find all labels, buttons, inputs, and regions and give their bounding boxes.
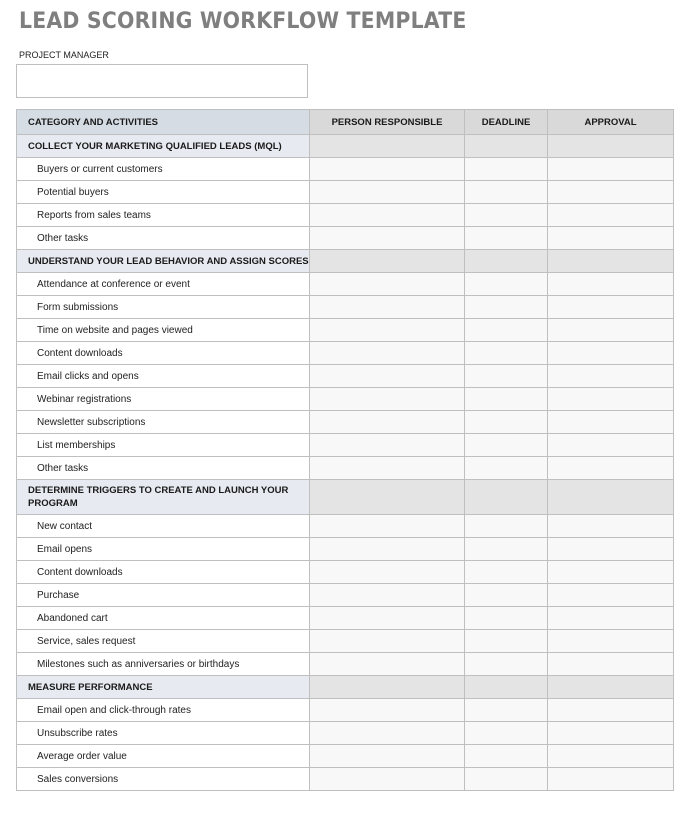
approval-cell[interactable] [548,181,674,204]
table-row [17,630,674,653]
person-responsible-cell[interactable] [310,457,465,480]
approval-cell[interactable] [548,699,674,722]
deadline-cell[interactable] [465,607,548,630]
approval-cell[interactable] [548,273,674,296]
activity-label: Potential buyers [17,181,310,204]
deadline-cell[interactable] [465,181,548,204]
section-approval-cell[interactable] [548,480,674,515]
approval-cell[interactable] [548,584,674,607]
approval-cell[interactable] [548,296,674,319]
project-manager-label: PROJECT MANAGER [19,50,109,60]
deadline-cell[interactable] [465,158,548,181]
person-responsible-cell[interactable] [310,653,465,676]
table-row [17,561,674,584]
person-responsible-cell[interactable] [310,768,465,791]
section-title: UNDERSTAND YOUR LEAD BEHAVIOR AND ASSIGN SCORES [17,250,310,273]
activity-label: Other tasks [17,227,310,250]
deadline-cell[interactable] [465,457,548,480]
activity-label: Email clicks and opens [17,365,310,388]
person-responsible-cell[interactable] [310,388,465,411]
activity-label: Content downloads [17,561,310,584]
header-category: CATEGORY AND ACTIVITIES [17,110,310,135]
deadline-cell[interactable] [465,411,548,434]
approval-cell[interactable] [548,538,674,561]
section-title: MEASURE PERFORMANCE [17,676,310,699]
deadline-cell[interactable] [465,227,548,250]
approval-cell[interactable] [548,319,674,342]
activity-label: Purchase [17,584,310,607]
activity-label: Form submissions [17,296,310,319]
page-title: LEAD SCORING WORKFLOW TEMPLATE [19,9,467,34]
person-responsible-cell[interactable] [310,630,465,653]
activity-label: Newsletter subscriptions [17,411,310,434]
section-row [17,480,674,515]
activity-label: Time on website and pages viewed [17,319,310,342]
approval-cell[interactable] [548,653,674,676]
approval-cell[interactable] [548,457,674,480]
table-row [17,722,674,745]
activity-label: Webinar registrations [17,388,310,411]
table-row [17,411,674,434]
deadline-cell[interactable] [465,630,548,653]
header-person-responsible: PERSON RESPONSIBLE [310,110,465,135]
table-row [17,457,674,480]
person-responsible-cell[interactable] [310,722,465,745]
table-row [17,745,674,768]
table-row [17,319,674,342]
deadline-cell[interactable] [465,319,548,342]
person-responsible-cell[interactable] [310,319,465,342]
table-row [17,607,674,630]
section-person-cell[interactable] [310,135,465,158]
deadline-cell[interactable] [465,515,548,538]
section-approval-cell[interactable] [548,135,674,158]
table-row [17,181,674,204]
table-row [17,653,674,676]
person-responsible-cell[interactable] [310,745,465,768]
person-responsible-cell[interactable] [310,342,465,365]
person-responsible-cell[interactable] [310,607,465,630]
activity-label: Email open and click-through rates [17,699,310,722]
header-approval: APPROVAL [548,110,674,135]
deadline-cell[interactable] [465,434,548,457]
activity-label: Buyers or current customers [17,158,310,181]
approval-cell[interactable] [548,607,674,630]
deadline-cell[interactable] [465,388,548,411]
activity-label: List memberships [17,434,310,457]
approval-cell[interactable] [548,158,674,181]
activity-label: Reports from sales teams [17,204,310,227]
section-row [17,135,674,158]
table-row [17,538,674,561]
person-responsible-cell[interactable] [310,158,465,181]
table-row [17,227,674,250]
deadline-cell[interactable] [465,584,548,607]
approval-cell[interactable] [548,227,674,250]
section-deadline-cell[interactable] [465,250,548,273]
person-responsible-cell[interactable] [310,515,465,538]
section-deadline-cell[interactable] [465,676,548,699]
section-deadline-cell[interactable] [465,135,548,158]
person-responsible-cell[interactable] [310,411,465,434]
activity-label: Service, sales request [17,630,310,653]
table-row [17,342,674,365]
section-approval-cell[interactable] [548,250,674,273]
activity-label: Attendance at conference or event [17,273,310,296]
deadline-cell[interactable] [465,745,548,768]
table-row [17,296,674,319]
activity-label: Milestones such as anniversaries or birthdays [17,653,310,676]
approval-cell[interactable] [548,722,674,745]
header-deadline: DEADLINE [465,110,548,135]
person-responsible-cell[interactable] [310,181,465,204]
person-responsible-cell[interactable] [310,561,465,584]
person-responsible-cell[interactable] [310,204,465,227]
section-deadline-cell[interactable] [465,480,548,515]
section-row [17,250,674,273]
workflow-table [16,109,674,791]
activity-label: Email opens [17,538,310,561]
approval-cell[interactable] [548,388,674,411]
deadline-cell[interactable] [465,768,548,791]
approval-cell[interactable] [548,745,674,768]
deadline-cell[interactable] [465,699,548,722]
section-person-cell[interactable] [310,250,465,273]
section-person-cell[interactable] [310,676,465,699]
approval-cell[interactable] [548,434,674,457]
person-responsible-cell[interactable] [310,434,465,457]
deadline-cell[interactable] [465,342,548,365]
person-responsible-cell[interactable] [310,296,465,319]
deadline-cell[interactable] [465,204,548,227]
deadline-cell[interactable] [465,273,548,296]
table-header-row [17,110,674,135]
approval-cell[interactable] [548,204,674,227]
activity-label: Unsubscribe rates [17,722,310,745]
table-row [17,273,674,296]
activity-label: Sales conversions [17,768,310,791]
deadline-cell[interactable] [465,365,548,388]
table-row [17,768,674,791]
person-responsible-cell[interactable] [310,273,465,296]
approval-cell[interactable] [548,411,674,434]
table-row [17,434,674,457]
section-row [17,676,674,699]
section-person-cell[interactable] [310,480,465,515]
person-responsible-cell[interactable] [310,538,465,561]
table-row [17,388,674,411]
activity-label: Content downloads [17,342,310,365]
table-row [17,365,674,388]
activity-label: Average order value [17,745,310,768]
section-title: DETERMINE TRIGGERS TO CREATE AND LAUNCH YOUR PROGRAM [17,480,310,515]
section-approval-cell[interactable] [548,676,674,699]
person-responsible-cell[interactable] [310,365,465,388]
approval-cell[interactable] [548,561,674,584]
person-responsible-cell[interactable] [310,584,465,607]
approval-cell[interactable] [548,630,674,653]
deadline-cell[interactable] [465,722,548,745]
deadline-cell[interactable] [465,653,548,676]
table-row [17,204,674,227]
table-row [17,699,674,722]
table-row [17,515,674,538]
project-manager-input[interactable] [16,64,308,98]
activity-label: New contact [17,515,310,538]
table-row [17,584,674,607]
person-responsible-cell[interactable] [310,227,465,250]
section-title: COLLECT YOUR MARKETING QUALIFIED LEADS (MQL) [17,135,310,158]
approval-cell[interactable] [548,342,674,365]
activity-label: Abandoned cart [17,607,310,630]
approval-cell[interactable] [548,365,674,388]
table-row [17,158,674,181]
approval-cell[interactable] [548,515,674,538]
activity-label: Other tasks [17,457,310,480]
approval-cell[interactable] [548,768,674,791]
deadline-cell[interactable] [465,561,548,584]
deadline-cell[interactable] [465,538,548,561]
deadline-cell[interactable] [465,296,548,319]
person-responsible-cell[interactable] [310,699,465,722]
